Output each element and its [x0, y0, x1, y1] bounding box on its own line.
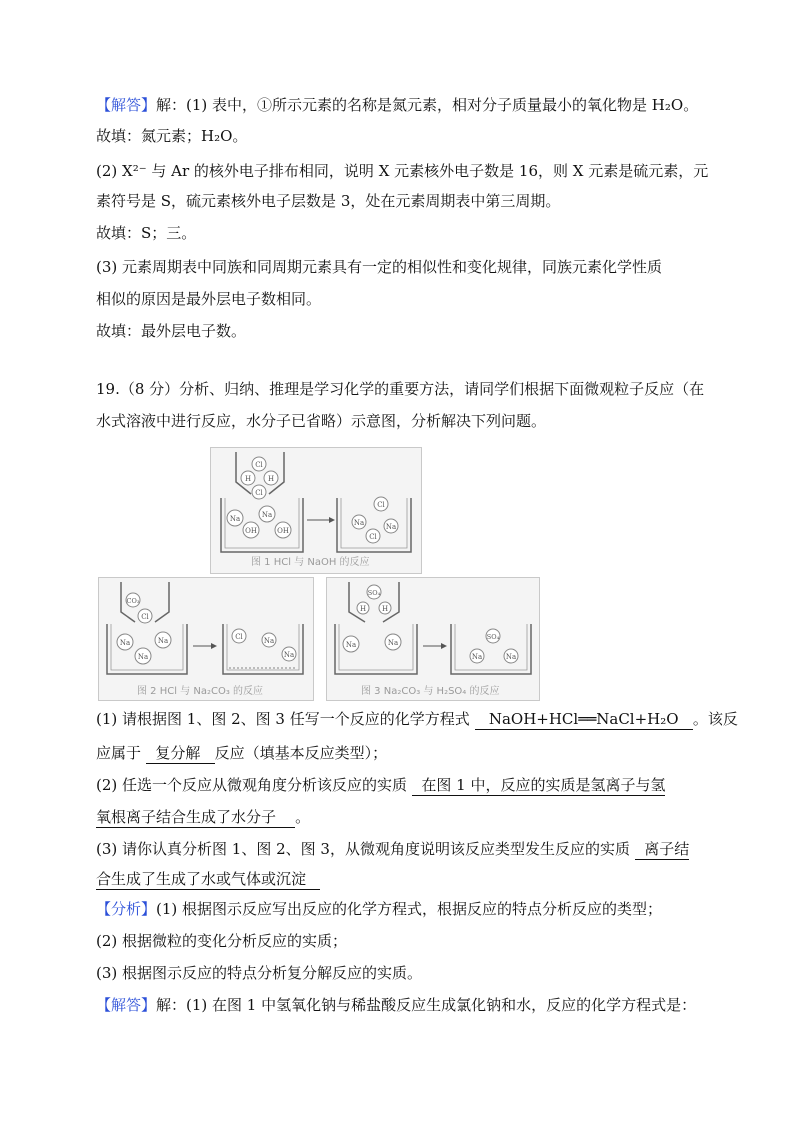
answer1-line2: 故填：氮元素；H₂O。 — [96, 127, 248, 145]
q3-line1: (3) 请你认真分析图 1、图 2、图 3，从微观角度说明该反应类型发生反应的实质 离子结 — [96, 840, 690, 858]
atom-na-label: Na — [263, 637, 275, 645]
atom-na-label: Na — [387, 639, 399, 647]
q2-line2: 氧根离子结合生成了水分子 。 — [96, 808, 311, 826]
answer-tag: 【解答】 — [96, 96, 157, 114]
answer1-line8: 故填：最外层电子数。 — [96, 322, 247, 340]
atom-cl-label: Cl — [377, 501, 385, 509]
atom-co3-label: CO₃ — [126, 597, 140, 605]
analysis-line3: (3) 根据图示反应的特点分析复分解反应的实质。 — [96, 964, 423, 982]
atom-so4-label: SO₄ — [367, 589, 381, 597]
atom-h-label: H — [381, 605, 389, 613]
atom-cl-label: Cl — [255, 489, 263, 497]
atom-na-label: Na — [137, 653, 149, 661]
answer1-line6: (3) 元素周期表中同族和同周期元素具有一定的相似性和变化规律，同族元素化学性质 — [96, 258, 663, 276]
answer1-line7: 相似的原因是最外层电子数相同。 — [96, 290, 322, 308]
atom-cl-label: Cl — [141, 613, 149, 621]
atom-oh-label: OH — [277, 527, 289, 535]
q2-answer-part2: 氧根离子结合生成了水分子 — [96, 807, 295, 828]
atom-na-label: Na — [283, 651, 295, 659]
q2-line1: (2) 任选一个反应从微观角度分析该反应的实质 在图 1 中，反应的实质是氢离子与氢 — [96, 776, 666, 794]
atom-h-label: H — [267, 475, 275, 483]
atom-na-label: Na — [471, 653, 483, 661]
figure-3 — [326, 577, 540, 701]
q1-line1: (1) 请根据图 1、图 2、图 3 任写一个反应的化学方程式 NaOH+HCl══NaCl+H₂O 。该反 — [96, 710, 738, 728]
figure-1 — [210, 447, 422, 574]
atom-cl-label: Cl — [255, 461, 263, 469]
figure-3-caption: 图 3 Na₂CO₃ 与 H₂SO₄ 的反应 — [361, 686, 500, 697]
answer1-line4: 素符号是 S，硫元素核外电子层数是 3，处在元素周期表中第三周期。 — [96, 192, 561, 210]
analysis-tag: 【分析】 — [96, 900, 157, 918]
q3-answer-part1: 离子结 — [635, 839, 690, 860]
atom-na-label: Na — [229, 515, 241, 523]
atom-na-label: Na — [119, 639, 131, 647]
answer1-line3: (2) X²⁻ 与 Ar 的核外电子排布相同，说明 X 元素核外电子数是 16，则 X 元素是硫元素，元 — [96, 162, 709, 180]
atom-h-label: H — [244, 475, 252, 483]
atom-na-label: Na — [505, 653, 517, 661]
atom-oh-label: OH — [245, 527, 257, 535]
q1-equation-answer: NaOH+HCl══NaCl+H₂O — [475, 709, 693, 730]
q19-line2: 水式溶液中进行反应，水分子已省略）示意图，分析解决下列问题。 — [96, 412, 547, 430]
answer1-line5: 故填：S；三。 — [96, 224, 197, 242]
analysis-line2: (2) 根据微粒的变化分析反应的实质； — [96, 932, 348, 950]
figure-1-caption: 图 1 HCl 与 NaOH 的反应 — [251, 557, 370, 568]
q3-answer-part2: 合生成了生成了水或气体或沉淀 — [96, 869, 320, 890]
atom-h-label: H — [359, 605, 367, 613]
answer1-line1: 【解答】解：(1) 表中，①所示元素的名称是氮元素，相对分子质量最小的氧化物是 H₂O。 — [96, 96, 699, 114]
atom-na-label: Na — [353, 519, 365, 527]
q3-line2 — [96, 868, 320, 890]
figure-2 — [98, 577, 314, 701]
q1-line2: 应属于 复分解 反应（填基本反应类型）； — [96, 744, 388, 762]
atom-na-label: Na — [157, 637, 169, 645]
answer-tag: 【解答】 — [96, 996, 157, 1014]
q2-answer-part1: 在图 1 中，反应的实质是氢离子与氢 — [412, 775, 666, 796]
figure-2-caption: 图 2 HCl 与 Na₂CO₃ 的反应 — [137, 686, 264, 697]
atom-so4-label: SO₄ — [486, 633, 500, 641]
atom-na-label: Na — [385, 523, 397, 531]
q1-reaction-type-answer: 复分解 — [146, 743, 215, 764]
atom-cl-label: Cl — [235, 633, 243, 641]
atom-na-label: Na — [345, 641, 357, 649]
answer2-line1: 【解答】解：(1) 在图 1 中氢氧化钠与稀盐酸反应生成氯化钠和水，反应的化学方程式是： — [96, 996, 697, 1014]
q19-line1: 19.（8 分）分析、归纳、推理是学习化学的重要方法，请同学们根据下面微观粒子反应（在 — [96, 380, 705, 398]
analysis-line1: 【分析】(1) 根据图示反应写出反应的化学方程式，根据反应的特点分析反应的类型； — [96, 900, 663, 918]
atom-na-label: Na — [261, 511, 273, 519]
atom-cl-label: Cl — [369, 533, 377, 541]
